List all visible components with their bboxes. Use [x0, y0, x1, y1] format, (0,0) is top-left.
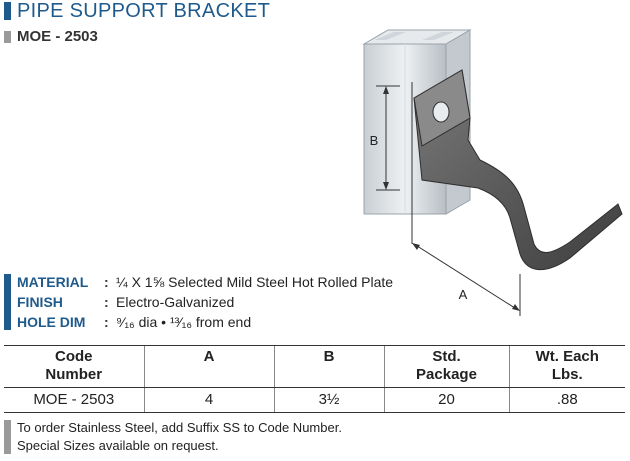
spec-colon: : [104, 274, 109, 290]
col-header-code-line1: Code [55, 348, 93, 365]
col-header-spacer [145, 366, 274, 384]
table-header-row [4, 346, 625, 388]
col-header-weight-line1: Wt. Each [535, 348, 599, 365]
col-header-weight [509, 346, 625, 388]
col-header-b-text: B [323, 348, 335, 365]
col-header-a [144, 346, 274, 388]
note-stainless: To order Stainless Steel, add Suffix SS to Code Number. [17, 420, 342, 435]
spec-value-material: ¼ X 1⅝ Selected Mild Steel Hot Rolled Plate [116, 274, 394, 290]
cell-b: 3½ [274, 388, 384, 413]
spec-label-finish: FINISH [17, 294, 63, 310]
specs-accent-bar [4, 274, 11, 330]
spec-table [4, 345, 625, 413]
cell-a: 4 [144, 388, 274, 413]
col-header-code [4, 346, 144, 388]
model-number: MOE - 2503 [17, 28, 98, 45]
table-row [4, 388, 625, 413]
bracket-part [414, 70, 622, 270]
page-title: PIPE SUPPORT BRACKET [17, 0, 271, 22]
col-header-code-line2: Number [45, 366, 103, 383]
dimension-b-label: B [369, 133, 379, 148]
col-header-weight-line2: Lbs. [551, 366, 583, 383]
notes-accent-bar [4, 420, 11, 454]
subtitle-accent-bar [4, 31, 11, 43]
col-header-a-text: A [203, 348, 215, 365]
col-header-b [274, 346, 384, 388]
dimension-a-label: A [458, 287, 468, 302]
col-header-package-line1: Std. [432, 348, 461, 365]
col-header-spacer [275, 366, 384, 384]
spec-colon: : [104, 294, 109, 310]
spec-value-hole-dim: ⁹⁄₁₆ dia • ¹³⁄₁₆ from end [116, 314, 252, 330]
cell-code: MOE - 2503 [4, 388, 144, 413]
spec-value-finish: Electro-Galvanized [116, 294, 235, 310]
col-header-package [384, 346, 509, 388]
spec-label-hole-dim: HOLE DIM [17, 314, 86, 330]
spec-label-material: MATERIAL [17, 274, 89, 290]
note-special-sizes: Special Sizes available on request. [17, 438, 219, 453]
spec-colon: : [104, 314, 109, 330]
col-header-package-line2: Package [416, 366, 477, 383]
title-accent-bar [4, 2, 11, 20]
cell-weight: .88 [509, 388, 625, 413]
cell-package: 20 [384, 388, 509, 413]
